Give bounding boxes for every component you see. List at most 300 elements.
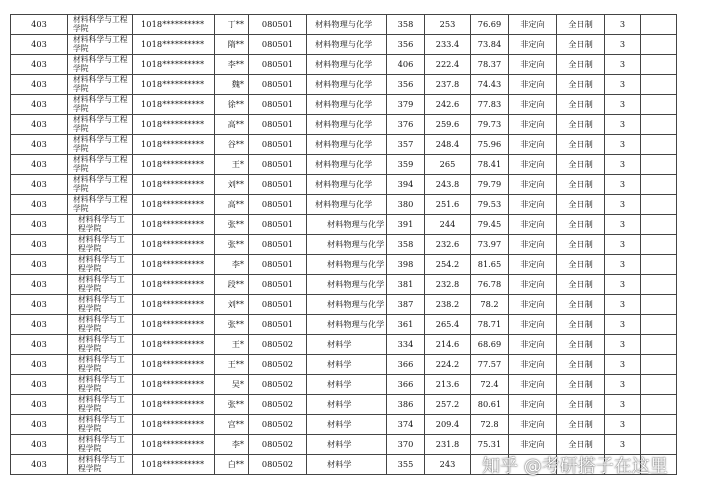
- cell-code: 403: [11, 275, 68, 295]
- cell-empty: [641, 35, 677, 55]
- cell-major: 材料物理与化学: [307, 315, 387, 335]
- cell-score-1: 265.4: [425, 315, 471, 335]
- cell-years: 3: [605, 195, 641, 215]
- cell-major-code: 080501: [249, 255, 307, 275]
- cell-major: 材料学: [307, 335, 387, 355]
- cell-type: 非定向: [509, 155, 557, 175]
- cell-score-2: 74.43: [471, 75, 509, 95]
- cell-major: 材料物理与化学: [307, 95, 387, 115]
- cell-code: 403: [11, 455, 68, 475]
- cell-total-score: 334: [387, 335, 425, 355]
- cell-years: 3: [605, 295, 641, 315]
- cell-major-code: 080501: [249, 55, 307, 75]
- cell-college: 材料科学与工程学院: [68, 415, 133, 435]
- table-row: [11, 255, 677, 275]
- cell-major-code: 080501: [249, 275, 307, 295]
- cell-total-score: 391: [387, 215, 425, 235]
- cell-score-2: 77.83: [471, 95, 509, 115]
- cell-type: 非定向: [509, 435, 557, 455]
- cell-score-1: 244: [425, 215, 471, 235]
- cell-name: 隋**: [215, 35, 249, 55]
- cell-college: 材料科学与工程学院: [68, 355, 133, 375]
- cell-major: 材料物理与化学: [307, 175, 387, 195]
- cell-name: 刘**: [215, 175, 249, 195]
- cell-years: 3: [605, 135, 641, 155]
- cell-years: 3: [605, 115, 641, 135]
- cell-name: 段**: [215, 275, 249, 295]
- cell-college: 材料科学与工程学院: [68, 75, 133, 95]
- cell-code: 403: [11, 315, 68, 335]
- cell-code: 403: [11, 215, 68, 235]
- cell-id: 1018**********: [133, 255, 215, 275]
- cell-id: 1018**********: [133, 235, 215, 255]
- cell-major-code: 080501: [249, 75, 307, 95]
- cell-type: 非定向: [509, 335, 557, 355]
- cell-id: 1018**********: [133, 315, 215, 335]
- cell-type: 非定向: [509, 395, 557, 415]
- cell-score-1: 231.8: [425, 435, 471, 455]
- cell-score-1: 222.4: [425, 55, 471, 75]
- cell-score-1: 232.6: [425, 235, 471, 255]
- table-row: [11, 235, 677, 255]
- cell-score-1: 257.2: [425, 395, 471, 415]
- cell-study-mode: 全日制: [557, 255, 605, 275]
- cell-code: 403: [11, 115, 68, 135]
- cell-study-mode: 全日制: [557, 15, 605, 35]
- cell-type: 非定向: [509, 55, 557, 75]
- cell-code: 403: [11, 35, 68, 55]
- cell-empty: [641, 135, 677, 155]
- cell-years: 3: [605, 15, 641, 35]
- cell-years: 3: [605, 335, 641, 355]
- cell-major-code: 080502: [249, 395, 307, 415]
- watermark: 知乎 @考研搭子在这里: [482, 456, 668, 477]
- cell-name: 高**: [215, 115, 249, 135]
- cell-major-code: 080502: [249, 415, 307, 435]
- cell-score-2: 68.69: [471, 335, 509, 355]
- cell-score-1: 243.8: [425, 175, 471, 195]
- cell-name: 高**: [215, 195, 249, 215]
- cell-empty: [641, 195, 677, 215]
- cell-study-mode: 全日制: [557, 415, 605, 435]
- cell-major: 材料物理与化学: [307, 15, 387, 35]
- cell-score-2: 79.79: [471, 175, 509, 195]
- table-row: [11, 215, 677, 235]
- cell-id: 1018**********: [133, 215, 215, 235]
- cell-name: 刘**: [215, 295, 249, 315]
- cell-college: 材料科学与工程学院: [68, 95, 133, 115]
- cell-college: 材料科学与工程学院: [68, 435, 133, 455]
- cell-score-2: 79.45: [471, 215, 509, 235]
- cell-id: 1018**********: [133, 275, 215, 295]
- cell-years: 3: [605, 255, 641, 275]
- cell-code: 403: [11, 55, 68, 75]
- cell-years: 3: [605, 355, 641, 375]
- cell-id: 1018**********: [133, 435, 215, 455]
- table-row: [11, 315, 677, 335]
- cell-score-1: 248.4: [425, 135, 471, 155]
- cell-total-score: 380: [387, 195, 425, 215]
- cell-id: 1018**********: [133, 55, 215, 75]
- admission-list-table: [10, 14, 677, 475]
- cell-major: 材料物理与化学: [307, 135, 387, 155]
- cell-major-code: 080501: [249, 135, 307, 155]
- table-row: [11, 355, 677, 375]
- cell-score-2: 77.57: [471, 355, 509, 375]
- cell-name: 王**: [215, 355, 249, 375]
- cell-college: 材料科学与工程学院: [68, 35, 133, 55]
- cell-empty: [641, 95, 677, 115]
- cell-score-1: 251.6: [425, 195, 471, 215]
- cell-code: 403: [11, 15, 68, 35]
- cell-type: 非定向: [509, 15, 557, 35]
- table-row: [11, 415, 677, 435]
- cell-college: 材料科学与工程学院: [68, 175, 133, 195]
- cell-name: 张**: [215, 395, 249, 415]
- cell-study-mode: 全日制: [557, 95, 605, 115]
- cell-study-mode: 全日制: [557, 175, 605, 195]
- cell-college: 材料科学与工程学院: [68, 195, 133, 215]
- cell-type: 非定向: [509, 95, 557, 115]
- cell-score-2: 78.2: [471, 295, 509, 315]
- table-row: [11, 35, 677, 55]
- cell-study-mode: 全日制: [557, 435, 605, 455]
- cell-college: 材料科学与工程学院: [68, 235, 133, 255]
- cell-score-1: 213.6: [425, 375, 471, 395]
- table-row: [11, 335, 677, 355]
- cell-major: 材料学: [307, 375, 387, 395]
- cell-id: 1018**********: [133, 115, 215, 135]
- cell-total-score: 359: [387, 155, 425, 175]
- cell-total-score: 358: [387, 15, 425, 35]
- table-row: [11, 375, 677, 395]
- cell-score-1: 224.2: [425, 355, 471, 375]
- cell-code: 403: [11, 355, 68, 375]
- cell-total-score: 398: [387, 255, 425, 275]
- cell-code: 403: [11, 395, 68, 415]
- cell-type: 非定向: [509, 115, 557, 135]
- cell-major-code: 080501: [249, 115, 307, 135]
- cell-years: 3: [605, 155, 641, 175]
- table-row: [11, 155, 677, 175]
- cell-total-score: 355: [387, 455, 425, 475]
- cell-college: 材料科学与工程学院: [68, 395, 133, 415]
- cell-major: 材料物理与化学: [307, 35, 387, 55]
- cell-study-mode: 全日制: [557, 235, 605, 255]
- cell-years: 3: [605, 415, 641, 435]
- cell-major: 材料物理与化学: [307, 155, 387, 175]
- cell-study-mode: 全日制: [557, 135, 605, 155]
- table-row: [11, 115, 677, 135]
- cell-type: 非定向: [509, 415, 557, 435]
- cell-major-code: 080501: [249, 195, 307, 215]
- cell-empty: [641, 175, 677, 195]
- cell-years: 3: [605, 275, 641, 295]
- cell-id: 1018**********: [133, 415, 215, 435]
- cell-id: 1018**********: [133, 135, 215, 155]
- cell-total-score: 387: [387, 295, 425, 315]
- cell-total-score: 356: [387, 35, 425, 55]
- cell-score-2: 75.96: [471, 135, 509, 155]
- cell-score-1: 233.4: [425, 35, 471, 55]
- cell-major-code: 080502: [249, 335, 307, 355]
- cell-total-score: 357: [387, 135, 425, 155]
- cell-score-2: 78.71: [471, 315, 509, 335]
- cell-empty: [641, 255, 677, 275]
- cell-years: 3: [605, 315, 641, 335]
- table-row: [11, 55, 677, 75]
- cell-years: 3: [605, 235, 641, 255]
- cell-code: 403: [11, 195, 68, 215]
- cell-major-code: 080502: [249, 355, 307, 375]
- cell-empty: [641, 415, 677, 435]
- cell-type: 非定向: [509, 135, 557, 155]
- cell-empty: [641, 15, 677, 35]
- cell-major-code: 080502: [249, 375, 307, 395]
- cell-code: 403: [11, 335, 68, 355]
- cell-total-score: 361: [387, 315, 425, 335]
- cell-name: 吴*: [215, 375, 249, 395]
- cell-years: 3: [605, 35, 641, 55]
- cell-empty: [641, 335, 677, 355]
- cell-name: 张**: [215, 315, 249, 335]
- cell-major-code: 080501: [249, 175, 307, 195]
- cell-empty: [641, 215, 677, 235]
- cell-score-2: 73.97: [471, 235, 509, 255]
- cell-code: 403: [11, 415, 68, 435]
- cell-major: 材料学: [307, 395, 387, 415]
- table-row: [11, 195, 677, 215]
- cell-study-mode: 全日制: [557, 295, 605, 315]
- cell-name: 白**: [215, 455, 249, 475]
- cell-study-mode: 全日制: [557, 75, 605, 95]
- cell-code: 403: [11, 155, 68, 175]
- cell-id: 1018**********: [133, 95, 215, 115]
- cell-major-code: 080501: [249, 35, 307, 55]
- cell-name: 张**: [215, 235, 249, 255]
- cell-college: 材料科学与工程学院: [68, 55, 133, 75]
- cell-major-code: 080501: [249, 295, 307, 315]
- cell-empty: [641, 235, 677, 255]
- cell-empty: [641, 275, 677, 295]
- cell-score-2: 76.69: [471, 15, 509, 35]
- cell-college: 材料科学与工程学院: [68, 275, 133, 295]
- cell-major-code: 080501: [249, 95, 307, 115]
- cell-score-1: 243: [425, 455, 471, 475]
- cell-score-2: 75.31: [471, 435, 509, 455]
- cell-score-2: 72.4: [471, 375, 509, 395]
- cell-type: 非定向: [509, 75, 557, 95]
- cell-years: 3: [605, 55, 641, 75]
- table-row: [11, 15, 677, 35]
- cell-code: 403: [11, 175, 68, 195]
- cell-college: 材料科学与工程学院: [68, 375, 133, 395]
- cell-study-mode: 全日制: [557, 155, 605, 175]
- cell-major: 材料物理与化学: [307, 295, 387, 315]
- cell-study-mode: 全日制: [557, 315, 605, 335]
- cell-empty: [641, 375, 677, 395]
- cell-years: 3: [605, 435, 641, 455]
- cell-id: 1018**********: [133, 175, 215, 195]
- cell-study-mode: 全日制: [557, 395, 605, 415]
- cell-college: 材料科学与工程学院: [68, 15, 133, 35]
- cell-major: 材料物理与化学: [307, 195, 387, 215]
- cell-name: 谷**: [215, 135, 249, 155]
- cell-major: 材料物理与化学: [307, 55, 387, 75]
- cell-empty: [641, 115, 677, 135]
- cell-score-2: 79.53: [471, 195, 509, 215]
- cell-study-mode: 全日制: [557, 55, 605, 75]
- cell-score-1: 253: [425, 15, 471, 35]
- table-row: [11, 275, 677, 295]
- cell-total-score: 356: [387, 75, 425, 95]
- cell-major-code: 080501: [249, 155, 307, 175]
- cell-type: 非定向: [509, 235, 557, 255]
- cell-study-mode: 全日制: [557, 35, 605, 55]
- cell-total-score: 381: [387, 275, 425, 295]
- cell-score-2: 80.61: [471, 395, 509, 415]
- cell-name: 丁**: [215, 15, 249, 35]
- cell-study-mode: 全日制: [557, 115, 605, 135]
- cell-major-code: 080502: [249, 435, 307, 455]
- cell-score-2: 73.84: [471, 35, 509, 55]
- cell-id: 1018**********: [133, 355, 215, 375]
- cell-type: 非定向: [509, 35, 557, 55]
- cell-major: 材料学: [307, 415, 387, 435]
- cell-code: 403: [11, 235, 68, 255]
- cell-id: 1018**********: [133, 15, 215, 35]
- cell-type: 非定向: [509, 275, 557, 295]
- cell-score-2: 72.8: [471, 415, 509, 435]
- cell-total-score: 374: [387, 415, 425, 435]
- cell-college: 材料科学与工程学院: [68, 315, 133, 335]
- cell-major-code: 080501: [249, 15, 307, 35]
- cell-total-score: 386: [387, 395, 425, 415]
- cell-major: 材料物理与化学: [307, 75, 387, 95]
- cell-score-1: 209.4: [425, 415, 471, 435]
- cell-years: 3: [605, 375, 641, 395]
- cell-name: 徐**: [215, 95, 249, 115]
- cell-empty: [641, 75, 677, 95]
- cell-major: 材料物理与化学: [307, 255, 387, 275]
- cell-college: 材料科学与工程学院: [68, 255, 133, 275]
- table-row: [11, 395, 677, 415]
- cell-id: 1018**********: [133, 335, 215, 355]
- cell-college: 材料科学与工程学院: [68, 335, 133, 355]
- cell-name: 李*: [215, 435, 249, 455]
- cell-id: 1018**********: [133, 195, 215, 215]
- cell-score-1: 232.8: [425, 275, 471, 295]
- table-row: [11, 135, 677, 155]
- cell-total-score: 370: [387, 435, 425, 455]
- cell-years: 3: [605, 95, 641, 115]
- cell-college: 材料科学与工程学院: [68, 295, 133, 315]
- table-row: [11, 75, 677, 95]
- cell-name: 李**: [215, 55, 249, 75]
- cell-empty: [641, 315, 677, 335]
- cell-name: 张**: [215, 215, 249, 235]
- cell-study-mode: 全日制: [557, 215, 605, 235]
- cell-empty: [641, 395, 677, 415]
- cell-total-score: 358: [387, 235, 425, 255]
- cell-score-2: 79.73: [471, 115, 509, 135]
- cell-years: 3: [605, 75, 641, 95]
- cell-college: 材料科学与工程学院: [68, 115, 133, 135]
- cell-score-1: 242.6: [425, 95, 471, 115]
- cell-empty: [641, 55, 677, 75]
- cell-score-1: 237.8: [425, 75, 471, 95]
- cell-name: 魏*: [215, 75, 249, 95]
- cell-name: 王*: [215, 335, 249, 355]
- cell-major-code: 080501: [249, 235, 307, 255]
- table-row: [11, 175, 677, 195]
- cell-id: 1018**********: [133, 395, 215, 415]
- cell-name: 宫**: [215, 415, 249, 435]
- cell-code: 403: [11, 295, 68, 315]
- cell-score-1: 254.2: [425, 255, 471, 275]
- cell-type: 非定向: [509, 295, 557, 315]
- cell-empty: [641, 155, 677, 175]
- cell-major: 材料学: [307, 455, 387, 475]
- cell-score-1: 259.6: [425, 115, 471, 135]
- cell-major: 材料学: [307, 435, 387, 455]
- cell-major: 材料物理与化学: [307, 115, 387, 135]
- cell-study-mode: 全日制: [557, 335, 605, 355]
- cell-total-score: 376: [387, 115, 425, 135]
- cell-code: 403: [11, 135, 68, 155]
- cell-years: 3: [605, 215, 641, 235]
- cell-total-score: 366: [387, 375, 425, 395]
- cell-code: 403: [11, 75, 68, 95]
- cell-study-mode: 全日制: [557, 275, 605, 295]
- cell-score-2: 78.41: [471, 155, 509, 175]
- cell-code: 403: [11, 375, 68, 395]
- table-row: [11, 95, 677, 115]
- cell-type: 非定向: [509, 355, 557, 375]
- cell-score-1: 214.6: [425, 335, 471, 355]
- cell-empty: [641, 295, 677, 315]
- cell-study-mode: 全日制: [557, 355, 605, 375]
- cell-code: 403: [11, 255, 68, 275]
- cell-years: 3: [605, 395, 641, 415]
- cell-years: 3: [605, 175, 641, 195]
- cell-major: 材料物理与化学: [307, 275, 387, 295]
- cell-college: 材料科学与工程学院: [68, 155, 133, 175]
- cell-total-score: 379: [387, 95, 425, 115]
- cell-study-mode: 全日制: [557, 195, 605, 215]
- cell-type: 非定向: [509, 195, 557, 215]
- cell-type: 非定向: [509, 175, 557, 195]
- cell-type: 非定向: [509, 215, 557, 235]
- cell-major-code: 080501: [249, 315, 307, 335]
- cell-major: 材料物理与化学: [307, 235, 387, 255]
- cell-major-code: 080501: [249, 215, 307, 235]
- cell-total-score: 406: [387, 55, 425, 75]
- cell-major: 材料物理与化学: [307, 215, 387, 235]
- cell-empty: [641, 355, 677, 375]
- cell-name: 李*: [215, 255, 249, 275]
- cell-study-mode: 全日制: [557, 375, 605, 395]
- cell-college: 材料科学与工程学院: [68, 135, 133, 155]
- cell-id: 1018**********: [133, 295, 215, 315]
- cell-total-score: 394: [387, 175, 425, 195]
- cell-type: 非定向: [509, 315, 557, 335]
- cell-major: 材料学: [307, 355, 387, 375]
- cell-total-score: 366: [387, 355, 425, 375]
- cell-id: 1018**********: [133, 75, 215, 95]
- cell-score-1: 238.2: [425, 295, 471, 315]
- cell-college: 材料科学与工程学院: [68, 215, 133, 235]
